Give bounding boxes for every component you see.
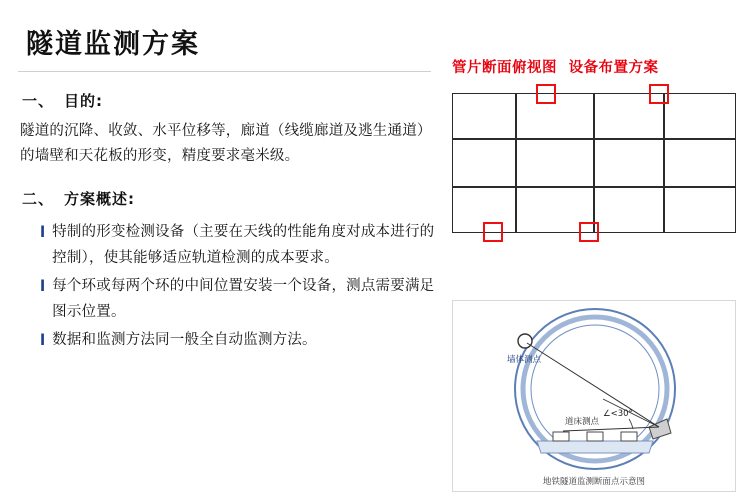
tunnel-figure-caption: 地铁隧道监测断面点示意图 [542, 477, 645, 487]
list-item-text: 每个环或每两个环的中间位置安装一个设备，测点需要满足图示位置。 [52, 277, 435, 321]
bullet-marker-icon: l [40, 276, 46, 295]
measurement-point-marker [536, 84, 556, 104]
measurement-point-marker [579, 222, 599, 242]
section-paragraph-1: 隧道的沉降、收敛、水平位移等，廊道（线缆廊道及逃生通道）的墙壁和天花板的形变，精度要求毫米级。 [20, 123, 432, 165]
bullet-marker-icon: l [40, 331, 46, 350]
section-heading-1 [22, 90, 438, 111]
grid-line-horizontal [453, 138, 735, 140]
list-item [40, 273, 438, 325]
list-item [40, 327, 438, 354]
section-heading-2 [22, 188, 438, 209]
section-number-1: 一、 [22, 92, 55, 110]
list-item-text: 数据和监测方法同一般全自动监测方法。 [52, 332, 317, 349]
tunnel-diagram-svg [453, 301, 736, 492]
angle-label: ∠<30° [603, 409, 633, 419]
segment-section-top-view-figure [452, 93, 736, 233]
grid-line-vertical [593, 94, 595, 232]
figure-caption-row [452, 56, 736, 77]
list-item [40, 219, 438, 271]
figure-caption-top-view: 管片断面俯视图 [452, 60, 557, 76]
section-number-2: 二、 [22, 189, 55, 208]
title-divider [18, 71, 431, 72]
list-item-text: 特制的形变检测设备（主要在天线的性能角度对成本进行的控制），使其能够适应轨道检测的成本要求。 [52, 223, 435, 266]
bullet-marker-icon: l [40, 222, 46, 241]
page-title: 隧道监测方案 [26, 29, 200, 60]
right-figure-column [452, 56, 736, 233]
bullet-list [40, 219, 438, 354]
measurement-point-marker [649, 84, 669, 104]
section-title-2: 方案概述: [64, 189, 136, 208]
measurement-point-marker [483, 222, 503, 242]
left-content-column [18, 18, 438, 356]
grid-line-horizontal [453, 186, 735, 188]
section-title-1: 目的: [64, 92, 104, 110]
tunnel-cross-section-figure [452, 300, 736, 492]
grid-line-vertical [515, 94, 517, 232]
grid-line-vertical [663, 94, 665, 232]
wall-measurement-point-label: 墙体测点 [507, 355, 542, 365]
figure-caption-layout: 设备布置方案 [568, 60, 659, 76]
trackbed-measurement-point-label: 道床测点 [565, 417, 600, 427]
